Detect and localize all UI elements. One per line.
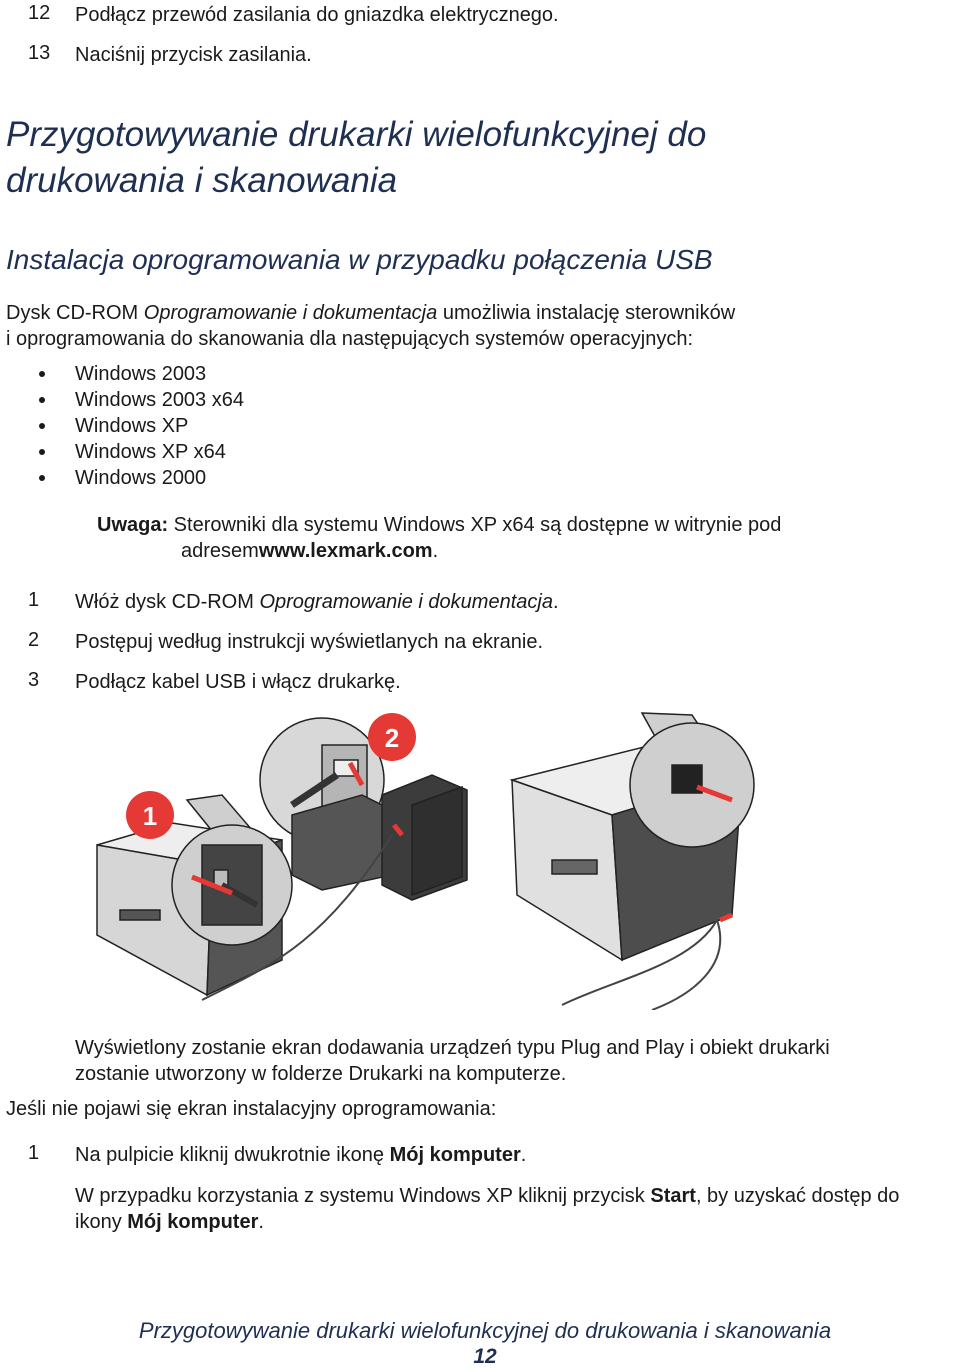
- lexmark-link[interactable]: www.lexmark.com: [258, 540, 433, 562]
- note-text-2: adresem: [181, 540, 259, 562]
- step-text-suffix: .: [520, 1144, 527, 1166]
- my-computer-label: Mój komputer: [127, 1211, 259, 1233]
- xp-note: [75, 1183, 960, 1235]
- note-period: .: [432, 540, 439, 562]
- step-number: 13: [28, 42, 51, 64]
- step-text-italic: Oprogramowanie i dokumentacja: [259, 591, 553, 613]
- usb-connection-illustration: [92, 705, 762, 1010]
- info-line-1: Wyświetlony zostanie ekran dodawania urządzeń typu Plug and Play i obiekt drukarki: [75, 1037, 830, 1059]
- xp-text-1: W przypadku korzystania z systemu Windows XP kliknij przycisk: [75, 1185, 651, 1207]
- svg-text:2: 2: [384, 723, 400, 753]
- step-text-suffix: .: [552, 591, 559, 613]
- list-item: Windows 2000: [36, 465, 244, 491]
- step-number: 12: [28, 2, 51, 24]
- intro-line-2: i oprogramowania do skanowania dla następujących systemów operacyjnych:: [6, 328, 694, 350]
- info-line-2: zostanie utworzony w folderze Drukarki na komputerze.: [75, 1063, 567, 1085]
- step-text: [75, 589, 559, 615]
- step-text: Naciśnij przycisk zasilania.: [75, 44, 312, 66]
- intro-italic: Oprogramowanie i dokumentacja: [143, 302, 438, 324]
- footer-title: Przygotowywanie drukarki wielofunkcyjnej do drukowania i skanowania: [138, 1318, 832, 1343]
- heading-line-1: Przygotowywanie drukarki wielofunkcyjnej do: [6, 115, 707, 154]
- section-subheading: Instalacja oprogramowania w przypadku połączenia USB: [6, 244, 713, 275]
- list-item: Windows 2003 x64: [36, 387, 244, 413]
- step-text: Podłącz przewód zasilania do gniazdka elektrycznego.: [75, 4, 559, 26]
- step-number: 2: [28, 629, 40, 651]
- step-number: 3: [28, 669, 40, 691]
- heading-line-2: drukowania i skanowania: [6, 161, 398, 200]
- my-computer-label: Mój komputer: [389, 1144, 521, 1166]
- plug-and-play-info: [75, 1035, 955, 1087]
- note-box: [97, 512, 897, 564]
- page-heading: [6, 112, 936, 204]
- list-item: Windows 2003: [36, 361, 244, 387]
- os-list: [36, 361, 244, 491]
- start-label: Start: [650, 1185, 696, 1207]
- page-number: 12: [473, 1345, 497, 1368]
- list-item: Windows XP x64: [36, 439, 244, 465]
- intro-text: Dysk CD-ROM: [6, 302, 144, 324]
- callout-1: [126, 791, 174, 839]
- step-text-main: Na pulpicie kliknij dwukrotnie ikonę: [75, 1144, 390, 1166]
- no-screen-text: Jeśli nie pojawi się ekran instalacyjny oprogramowania:: [6, 1098, 497, 1120]
- list-item: Windows XP: [36, 413, 244, 439]
- note-label: Uwaga:: [97, 514, 169, 536]
- step-text: [75, 1142, 526, 1168]
- intro-text-end: umożliwia instalację sterowników: [437, 302, 736, 324]
- callout-2: [368, 713, 416, 761]
- step-text: Postępuj według instrukcji wyświetlanych na ekranie.: [75, 631, 544, 653]
- step-text: Podłącz kabel USB i włącz drukarkę.: [75, 671, 401, 693]
- step-text-main: Włóż dysk CD-ROM: [75, 591, 260, 613]
- note-text: Sterowniki dla systemu Windows XP x64 są dostępne w witrynie pod: [168, 514, 782, 536]
- intro-paragraph: [6, 300, 946, 352]
- step-number: 1: [28, 1142, 40, 1164]
- xp-text-3: ikony: [75, 1211, 128, 1233]
- step-number: 1: [28, 589, 40, 611]
- svg-text:1: 1: [142, 801, 158, 831]
- xp-text-2: , by uzyskać dostęp do: [695, 1185, 900, 1207]
- xp-text-4: .: [258, 1211, 264, 1233]
